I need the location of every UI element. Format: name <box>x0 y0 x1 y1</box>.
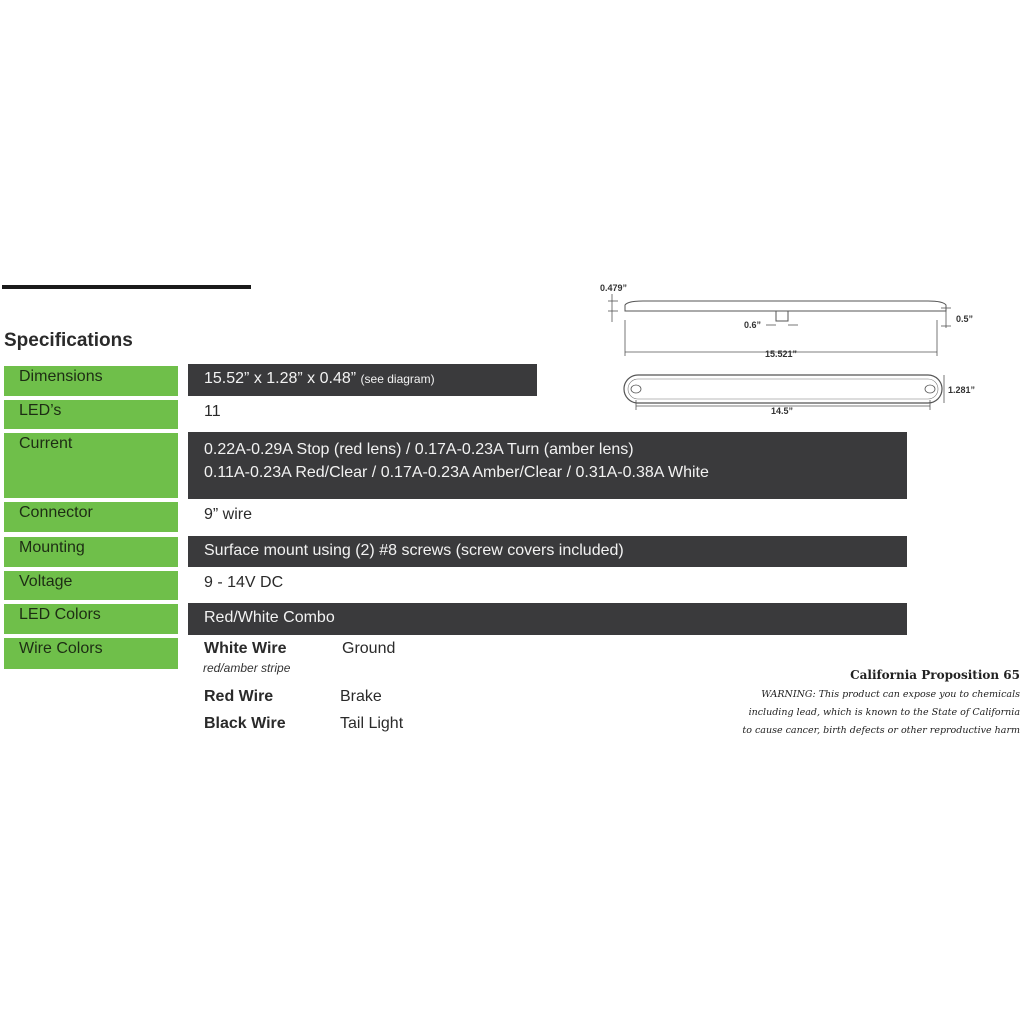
dimensions-note: (see diagram) <box>360 372 435 386</box>
prop65-line-2: including lead, which is known to the State of California <box>748 707 1020 718</box>
value-dimensions <box>188 364 537 396</box>
dim-length: 15.521” <box>765 349 798 359</box>
value-connector: 9” wire <box>204 506 253 523</box>
wire-function-red: Brake <box>340 688 382 705</box>
label-voltage: Voltage <box>4 571 178 600</box>
dim-hole-spacing: 14.5” <box>771 406 794 416</box>
value-leds: 11 <box>204 403 221 420</box>
wire-function-black: Tail Light <box>340 715 404 732</box>
dim-height-side: 0.5” <box>956 314 974 324</box>
label-leds: LED’s <box>4 400 178 429</box>
dim-height-top: 0.479” <box>600 283 628 293</box>
prop65-title: California Proposition 65 <box>850 668 1020 682</box>
dim-width: 1.281” <box>948 385 976 395</box>
dim-tab: 0.6” <box>744 320 762 330</box>
current-line-1: 0.22A-0.29A Stop (red lens) / 0.17A-0.23A Turn (amber lens) <box>204 441 634 458</box>
value-voltage: 9 - 14V DC <box>204 574 284 591</box>
side-view-outline <box>625 301 946 311</box>
wire-sub-white: red/amber stripe <box>203 661 291 675</box>
value-mounting: Surface mount using (2) #8 screws (screw covers included) <box>188 536 907 567</box>
value-current <box>188 432 907 499</box>
mount-hole-right <box>925 385 935 393</box>
page-title: Specifications <box>4 330 133 351</box>
prop65-line-1: WARNING: This product can expose you to chemicals <box>761 689 1020 700</box>
label-mounting: Mounting <box>4 537 178 567</box>
wire-name-black: Black Wire <box>204 715 286 732</box>
label-wire-colors: Wire Colors <box>4 638 178 669</box>
tab-outline <box>776 311 788 321</box>
label-dimensions: Dimensions <box>4 366 178 396</box>
header-rule <box>2 285 251 289</box>
wire-function-white: Ground <box>342 640 396 657</box>
current-line-2: 0.11A-0.23A Red/Clear / 0.17A-0.23A Amber/Clear / 0.31A-0.38A White <box>204 464 709 481</box>
label-current: Current <box>4 433 178 498</box>
wire-name-white: White Wire <box>204 640 287 657</box>
prop65-warning <box>720 686 1020 740</box>
dimension-diagram <box>598 280 982 420</box>
mount-hole-left <box>631 385 641 393</box>
dimensions-text: 15.52” x 1.28” x 0.48” <box>204 370 357 387</box>
label-led-colors: LED Colors <box>4 604 178 634</box>
value-led-colors: Red/White Combo <box>188 603 907 635</box>
wire-name-red: Red Wire <box>204 688 274 705</box>
prop65-line-3: to cause cancer, birth defects or other reproductive harm <box>742 725 1020 736</box>
label-connector: Connector <box>4 502 178 532</box>
